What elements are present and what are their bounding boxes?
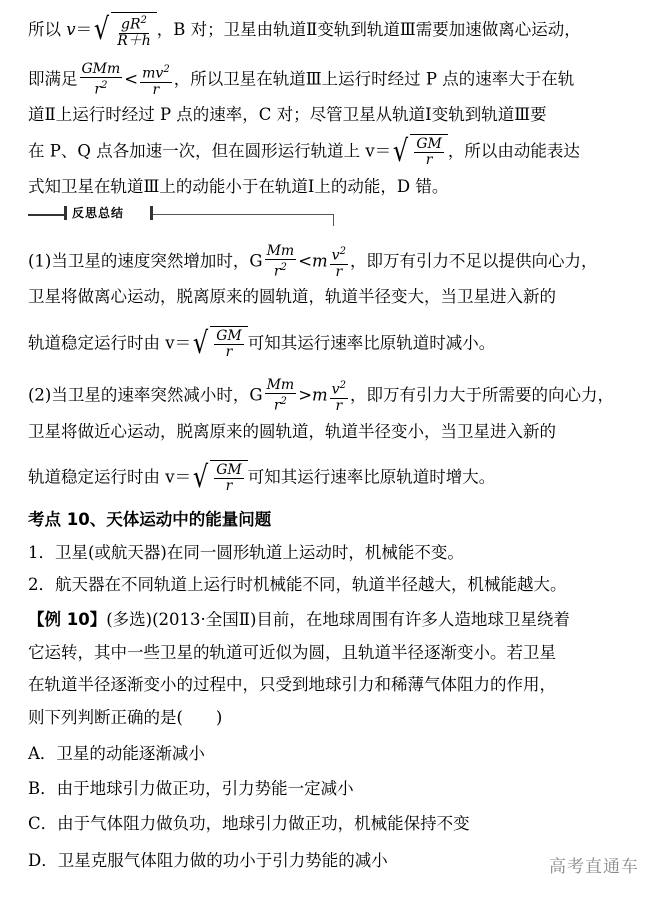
frac-num-v: v (331, 247, 340, 264)
frac-num-v: v (331, 381, 340, 398)
math-lt-m: <m (298, 251, 328, 271)
summary-1-line-1 (28, 244, 641, 280)
summary-tick-right (150, 206, 153, 220)
summary-1-line-2: 卫星将做离心运动，脱离原来的圆轨道，轨道半径变大，当卫星进入新的 (28, 287, 556, 306)
sqrt-GM-r: √ $\frac{GM}{r}$ (191, 326, 248, 362)
frac-Mm-r2 (265, 244, 297, 280)
text-l1b: ，B 对；卫星由轨道Ⅱ变轨到轨道Ⅲ需要加速做离心运动， (156, 19, 581, 39)
text-t1a: (2)当卫星的速率突然减小时，G (28, 385, 263, 405)
sup-2: 2 (339, 380, 346, 391)
frac-num-gR: gR (121, 16, 141, 33)
point-1: 1．卫星(或航天器)在同一圆形轨道上运动时，机械能不变。 (28, 543, 464, 562)
text-l2b: ，所以卫星在轨道Ⅲ上运行时经过 P 点的速率大于在轨 (173, 69, 575, 89)
sqrt-GM-r: √ $\frac{GM}{r}$ (191, 460, 248, 496)
text-t3a: 轨道稳定运行时由 v＝ (28, 467, 192, 487)
summary-label: 反思总结 (72, 206, 125, 220)
frac-den-r: r (273, 263, 281, 280)
summary-section-header (28, 206, 340, 226)
frac-mv2-r (140, 62, 172, 98)
frac-den-r: r (335, 397, 343, 414)
text-t1b: ，即万有引力大于所需要的向心力， (349, 385, 614, 405)
sup-2: 2 (101, 80, 108, 91)
frac-v2-r (330, 244, 348, 280)
frac-den-r: r (152, 81, 160, 98)
sup-2: 2 (339, 246, 346, 257)
sup-2: 2 (280, 396, 287, 407)
math-gt-m: >m (298, 385, 328, 405)
frac-den-Rh: R＋h (117, 32, 151, 49)
point-2: 2．航天器在不同轨道上运行时机械能不同，轨道半径越大，机械能越大。 (28, 575, 567, 594)
section-heading: 考点 10、天体运动中的能量问题 (28, 510, 272, 529)
example-text-1: (多选)(2013·全国Ⅱ)目前，在地球周围有许多人造地球卫星绕着 (106, 610, 570, 629)
frac-den-r: r (335, 263, 343, 280)
solution-line-3: 道Ⅱ上运行时经过 P 点的速率，C 对；尽管卫星从轨道Ⅰ变轨到轨道Ⅲ要 (28, 105, 547, 124)
sqrt-gR2-over-Rh: √ $\frac{gR^2}{R+h}$ (92, 12, 157, 49)
option-b: B．由于地球引力做正功，引力势能一定减小 (28, 779, 354, 798)
text-s3b: 可知其运行速率比原轨道时减小。 (247, 333, 496, 353)
text-l4a: 在 P、Q 点各加速一次，但在圆形运行轨道上 v＝ (28, 141, 392, 161)
text-s3a: 轨道稳定运行时由 v＝ (28, 333, 192, 353)
example-line-4: 则下列判断正确的是( ) (28, 708, 223, 727)
summary-2-line-2: 卫星将做近心运动，脱离原来的圆轨道，轨道半径变小，当卫星进入新的 (28, 422, 556, 441)
math-lt: < (124, 69, 139, 89)
frac-num-Mm: Mm (266, 377, 295, 393)
sup-2: 2 (163, 64, 170, 75)
summary-rule-end (333, 214, 334, 226)
summary-2-line-3 (28, 460, 641, 496)
example-line-2: 它运转，其中一些卫星的轨道可近似为圆，且轨道半径逐渐变小。若卫星 (28, 643, 556, 662)
frac-GMm-r2 (80, 62, 123, 98)
option-c: C．由于气体阻力做负功，地球引力做正功，机械能保持不变 (28, 814, 470, 833)
example-line-3: 在轨道半径逐渐变小的过程中，只受到地球引力和稀薄气体阻力的作用， (28, 675, 556, 694)
frac-den-r: r (225, 344, 233, 360)
text-l4b: ，所以由动能表达 (447, 141, 580, 161)
summary-1-line-3 (28, 326, 641, 362)
frac-den-r: r (225, 478, 233, 494)
frac-v2-r (330, 378, 348, 414)
frac-den-r: r (94, 81, 102, 98)
frac-num-mv: mv (142, 65, 164, 82)
watermark: 高考直通车 (549, 857, 639, 877)
solution-line-2 (28, 62, 641, 98)
sqrt-GM-r: √ $\frac{GM}{r}$ (391, 134, 448, 170)
summary-rule-right (153, 214, 333, 215)
solution-line-4 (28, 134, 641, 170)
text-t3b: 可知其运行速率比原轨道时增大。 (247, 467, 496, 487)
solution-line-1 (28, 12, 641, 49)
option-d: D．卫星克服气体阻力做的功小于引力势能的减小 (28, 851, 388, 870)
frac-num-GM: GM (416, 136, 442, 152)
math-eq: ＝ (75, 19, 93, 39)
frac-Mm-r2 (265, 378, 297, 414)
option-a: A．卫星的动能逐渐减小 (28, 744, 205, 763)
summary-tick-left (64, 206, 67, 220)
summary-2-line-1 (28, 378, 641, 414)
frac-num-GM: GM (216, 462, 242, 478)
solution-line-5: 式知卫星在轨道Ⅲ上的动能小于在轨道Ⅰ上的动能，D 错。 (28, 177, 449, 196)
frac-num-Mm: Mm (266, 243, 295, 259)
sup-2: 2 (140, 15, 147, 26)
text-s1b: ，即万有引力不足以提供向心力， (349, 251, 598, 271)
example-line-1 (28, 608, 641, 632)
frac-den-r: r (273, 397, 281, 414)
frac-den-r: r (425, 152, 433, 168)
frac-num-GM: GM (216, 328, 242, 344)
summary-rule-left (28, 214, 64, 216)
text-l2a: 即满足 (28, 69, 78, 89)
math-v: v (66, 19, 76, 39)
text-s1a: (1)当卫星的速度突然增加时，G (28, 251, 263, 271)
example-tag: 【例 10】 (28, 610, 107, 629)
sup-2: 2 (280, 262, 287, 273)
frac-num-GMm: GMm (81, 61, 121, 77)
text-l1a: 所以 (28, 19, 61, 39)
